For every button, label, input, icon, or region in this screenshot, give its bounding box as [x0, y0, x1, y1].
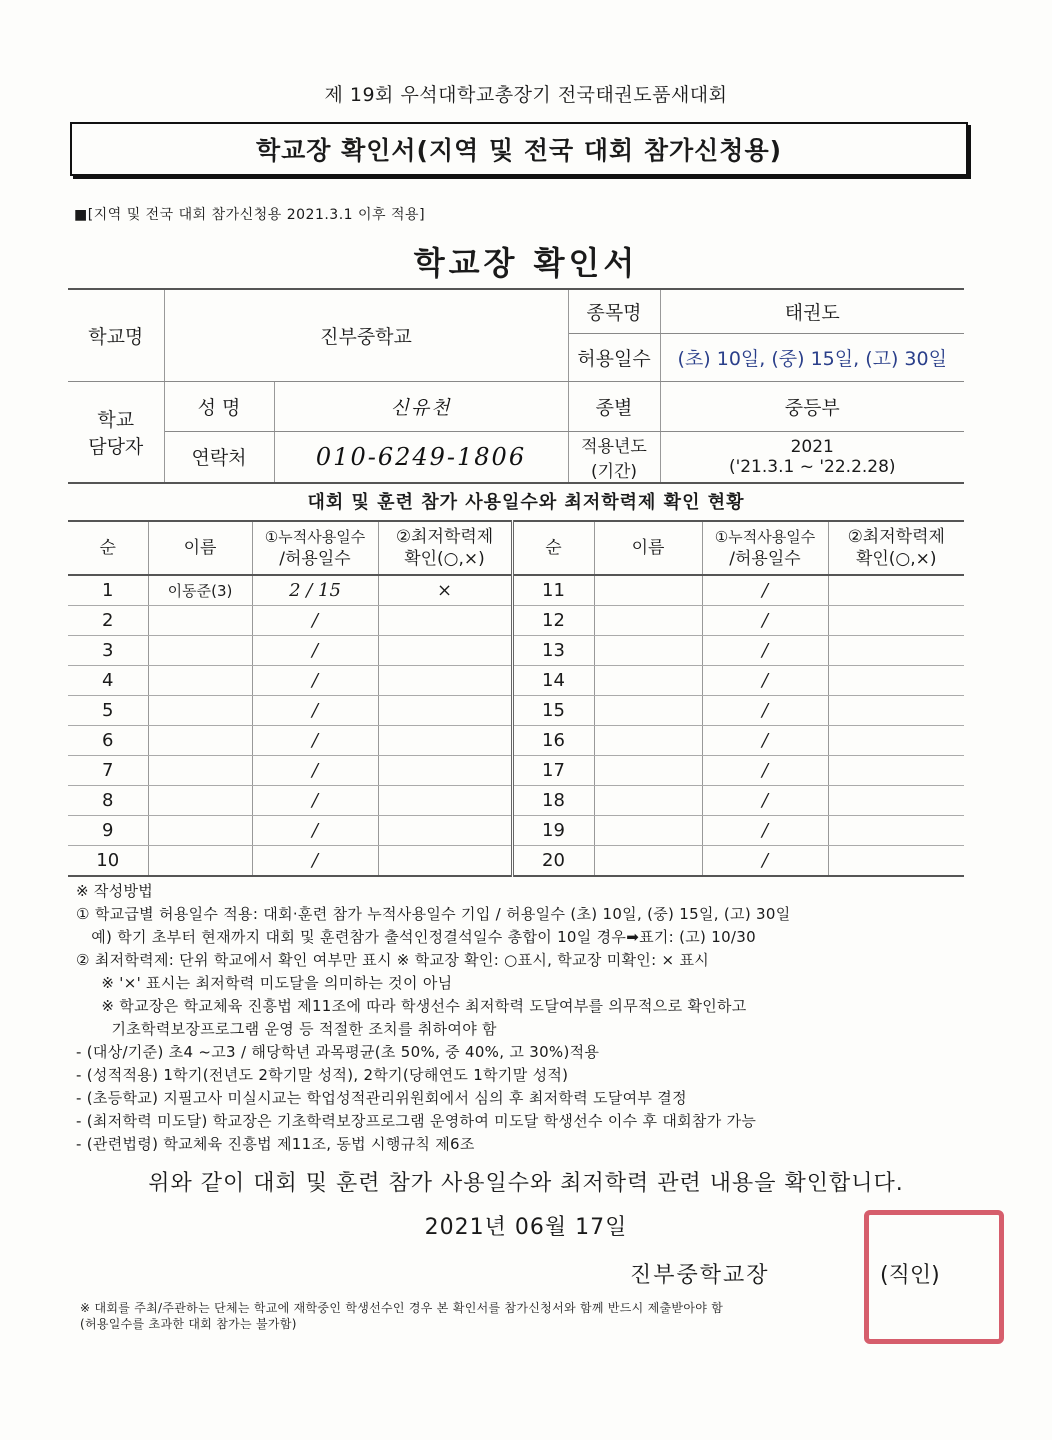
roster-left-check — [378, 636, 512, 666]
col-check-line-1: ②최저학력제 — [395, 527, 494, 547]
roster-left-check — [378, 816, 512, 846]
roster-left-check — [378, 666, 512, 696]
roster-left-no: 9 — [68, 816, 148, 846]
info-table — [68, 288, 964, 484]
roster-left-days: / — [252, 726, 378, 756]
roster-left-no: 7 — [68, 756, 148, 786]
instruction-line: 기초학력보장프로그램 운영 등 적절한 조치를 취하여야 함 — [76, 1020, 497, 1038]
instructions — [76, 880, 976, 1156]
year: 2021 — [790, 436, 834, 457]
col-name-right: 이름 — [594, 521, 702, 575]
roster-right-check — [828, 636, 964, 666]
table-row — [68, 666, 964, 696]
roster-right-check — [828, 606, 964, 636]
table-row — [68, 696, 964, 726]
table-row — [68, 575, 964, 606]
roster-right-check — [828, 816, 964, 846]
roster-left-no: 5 — [68, 696, 148, 726]
division: 중등부 — [660, 381, 964, 431]
confirmation-date: 2021년 06월 17일 — [424, 1215, 628, 1240]
roster-right-no: 11 — [512, 575, 594, 606]
instruction-line: ※ 학교장은 학교체육 진흥법 제11조에 따라 학생선수 최저학력 도달여부를 의무적으로 확인하고 — [76, 997, 747, 1015]
roster-table — [68, 520, 964, 877]
table-row — [68, 816, 964, 846]
roster-left-check — [378, 606, 512, 636]
year-period: ('21.3.1 ~ '22.2.28) — [728, 456, 896, 477]
contact-name: 신유천 — [274, 381, 568, 431]
roster-right-no: 19 — [512, 816, 594, 846]
col-no: 순 — [68, 521, 148, 575]
col-name: 이름 — [148, 521, 252, 575]
allowed-days-label: 허용일수 — [568, 333, 660, 381]
contact-phone: 010-6249-1806 — [274, 431, 568, 483]
col-days-line-1: ①누적사용일수 — [264, 528, 366, 546]
roster-left-name — [148, 726, 252, 756]
roster-left-days: / — [252, 786, 378, 816]
roster-right-name — [594, 816, 702, 846]
roster-left-name — [148, 756, 252, 786]
roster-left-check — [378, 756, 512, 786]
col-no-right: 순 — [512, 521, 594, 575]
roster-right-name — [594, 575, 702, 606]
roster-left-name — [148, 636, 252, 666]
col-check-right-line-1: ②최저학력제 — [847, 527, 945, 547]
roster-left-no: 8 — [68, 786, 148, 816]
phone-label: 연락처 — [164, 431, 274, 483]
roster-right-days: / — [702, 726, 828, 756]
instruction-line: ① 학교급별 허용일수 적용: 대회·훈련 참가 누적사용일수 기입 / 허용일수 (초) 10일, (중) 15일, (고) 30일 — [76, 905, 791, 923]
table-row — [68, 846, 964, 877]
section-title: 대회 및 훈련 참가 사용일수와 최저학력제 확인 현황 — [307, 492, 745, 513]
roster-left-check — [378, 726, 512, 756]
roster-right-name — [594, 606, 702, 636]
roster-right-no: 16 — [512, 726, 594, 756]
seal-label: (직인) — [880, 1263, 940, 1288]
sport-label: 종목명 — [568, 289, 660, 333]
page-title: 학교장 확인서 — [413, 244, 639, 282]
roster-right-name — [594, 726, 702, 756]
roster-left-name — [148, 696, 252, 726]
roster-right-check — [828, 786, 964, 816]
roster-left-no: 4 — [68, 666, 148, 696]
table-row — [68, 726, 964, 756]
roster-right-check — [828, 756, 964, 786]
year-cell — [660, 431, 964, 483]
division-label: 종별 — [568, 381, 660, 431]
instruction-line: 예) 학기 초부터 현재까지 대회 및 훈련참가 출석인정결석일수 총합이 10일 경우➡표기: (고) 10/30 — [76, 928, 756, 946]
roster-right-days: / — [702, 756, 828, 786]
roster-right-check — [828, 726, 964, 756]
roster-left-no: 10 — [68, 846, 148, 877]
col-days-line-2: /허용일수 — [279, 549, 351, 569]
principal-title: 진부중학교장 — [630, 1263, 770, 1288]
roster-right-no: 20 — [512, 846, 594, 877]
roster-right-days: / — [702, 696, 828, 726]
year-label — [568, 431, 660, 483]
year-label-line-1: 적용년도 — [581, 436, 647, 457]
event-title: 제 19회 우석대학교총장기 전국태권도품새대회 — [324, 84, 728, 106]
roster-right-days: / — [702, 846, 828, 877]
roster-left-check — [378, 846, 512, 877]
roster-left-name — [148, 816, 252, 846]
instruction-line: - (관련법령) 학교체육 진흥법 제11조, 동법 시행규칙 제6조 — [76, 1135, 475, 1153]
roster-left-name — [148, 606, 252, 636]
table-row — [68, 636, 964, 666]
col-days-right-line-2: /허용일수 — [729, 549, 801, 569]
roster-right-no: 15 — [512, 696, 594, 726]
roster-right-name — [594, 666, 702, 696]
roster-left-check — [378, 786, 512, 816]
roster-right-name — [594, 786, 702, 816]
roster-left-name — [148, 666, 252, 696]
roster-left-days: / — [252, 606, 378, 636]
sport: 태권도 — [660, 289, 964, 333]
instruction-line: ※ '×' 표시는 최저학력 미도달을 의미하는 것이 아님 — [76, 974, 453, 992]
roster-right-name — [594, 756, 702, 786]
contact-label-line-1: 학교 — [97, 408, 135, 431]
roster-right-name — [594, 636, 702, 666]
roster-left-no: 1 — [68, 575, 148, 606]
instruction-line: ② 최저학력제: 단위 학교에서 확인 여부만 표시 ※ 학교장 확인: ○표시, 학교장 미확인: × 표시 — [76, 951, 710, 969]
col-check-right-line-2: 확인(○,×) — [855, 549, 937, 569]
confirmation-statement: 위와 같이 대회 및 훈련 참가 사용일수와 최저학력 관련 내용을 확인합니다. — [148, 1171, 904, 1196]
roster-right-no: 18 — [512, 786, 594, 816]
footnote-line-1: ※ 대회를 주최/주관하는 단체는 학교에 재학중인 학생선수인 경우 본 확인서를 참가신청서와 함께 반드시 제출받아야 함 — [80, 1301, 724, 1315]
roster-left-no: 3 — [68, 636, 148, 666]
contact-label-line-2: 담당자 — [88, 435, 144, 458]
roster-right-name — [594, 846, 702, 877]
roster-left-days: 2 / 15 — [252, 575, 378, 606]
col-check-line-2: 확인(○,×) — [404, 549, 485, 569]
roster-left-days: / — [252, 666, 378, 696]
col-days-right-line-1: ①누적사용일수 — [714, 528, 816, 546]
roster-right-days: / — [702, 816, 828, 846]
col-days-right — [702, 521, 828, 575]
roster-right-days: / — [702, 786, 828, 816]
instruction-line: - (초등학교) 지필고사 미실시교는 학업성적관리위원회에서 심의 후 최저학력 도달여부 결정 — [76, 1089, 687, 1107]
roster-right-days: / — [702, 636, 828, 666]
roster-right-days: / — [702, 666, 828, 696]
roster-left-days: / — [252, 636, 378, 666]
roster-left-no: 2 — [68, 606, 148, 636]
roster-left-no: 6 — [68, 726, 148, 756]
roster-left-name: 이동준(3) — [148, 575, 252, 606]
roster-left-days: / — [252, 816, 378, 846]
roster-left-check: × — [378, 575, 512, 606]
table-row — [68, 756, 964, 786]
roster-right-no: 13 — [512, 636, 594, 666]
roster-right-no: 12 — [512, 606, 594, 636]
roster-left-name — [148, 786, 252, 816]
col-check — [378, 521, 512, 575]
roster-right-check — [828, 575, 964, 606]
roster-right-no: 14 — [512, 666, 594, 696]
instruction-line: - (대상/기준) 초4 ~고3 / 해당학년 과목평균(초 50%, 중 40%, 고 30%)적용 — [76, 1043, 600, 1061]
instruction-line: - (최저학력 미도달) 학교장은 기초학력보장프로그램 운영하여 미도달 학생선수 이수 후 대회참가 가능 — [76, 1112, 757, 1130]
roster-right-name — [594, 696, 702, 726]
roster-right-days: / — [702, 606, 828, 636]
col-days — [252, 521, 378, 575]
roster-left-name — [148, 846, 252, 877]
contact-label — [68, 381, 164, 483]
year-label-line-2: (기간) — [590, 461, 638, 482]
name-label: 성 명 — [164, 381, 274, 431]
roster-right-check — [828, 666, 964, 696]
roster-left-days: / — [252, 756, 378, 786]
footnote — [80, 1300, 723, 1332]
table-row — [68, 786, 964, 816]
roster-right-days: / — [702, 575, 828, 606]
roster-left-days: / — [252, 696, 378, 726]
banner-title: 학교장 확인서(지역 및 전국 대회 참가신청용) — [70, 122, 968, 176]
roster-right-check — [828, 696, 964, 726]
roster-left-days: / — [252, 846, 378, 877]
allowed-days: (초) 10일, (중) 15일, (고) 30일 — [660, 333, 964, 381]
col-check-right — [828, 521, 964, 575]
roster-right-no: 17 — [512, 756, 594, 786]
school-name: 진부중학교 — [164, 289, 568, 381]
apply-note: ■[지역 및 전국 대회 참가신청용 2021.3.1 이후 적용] — [74, 207, 426, 223]
instruction-line: ※ 작성방법 — [76, 882, 154, 900]
instruction-line: - (성적적용) 1학기(전년도 2학기말 성적), 2학기(당해연도 1학기말 성적) — [76, 1066, 569, 1084]
roster-left-check — [378, 696, 512, 726]
school-name-label: 학교명 — [68, 289, 164, 381]
footnote-line-2: (허용일수를 초과한 대회 참가는 불가함) — [80, 1317, 297, 1331]
table-row — [68, 606, 964, 636]
roster-right-check — [828, 846, 964, 877]
